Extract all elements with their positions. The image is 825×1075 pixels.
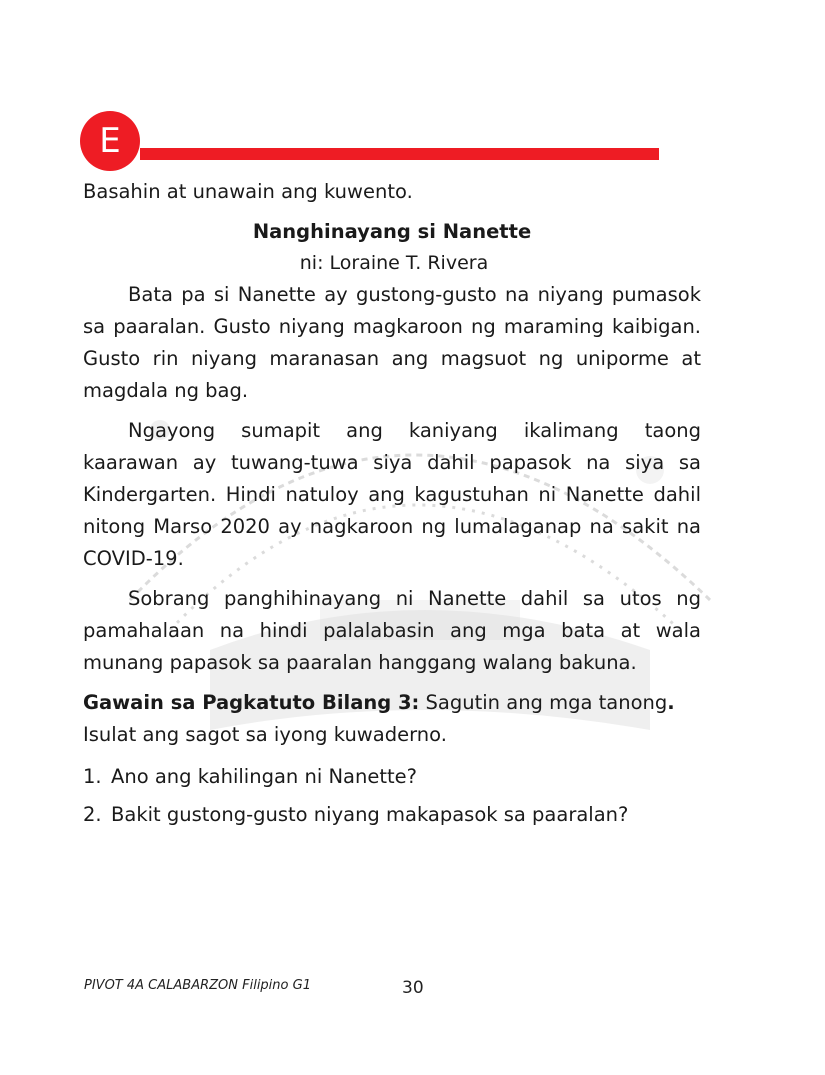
story-author: ni: Loraine T. Rivera — [299, 252, 489, 274]
activity-second-line: Isulat ang sagot sa iyong kuwaderno. — [83, 723, 447, 746]
question-text: Ano ang kahilingan ni Nanette? — [111, 765, 417, 788]
story-paragraph: Sobrang panghihinayang ni Nanette dahil sa utos ng pamahalaan na hindi palalabasin ang mga bata at wala munang papasok sa paaralan hanggang walang bakuna. — [83, 587, 701, 674]
reading-instruction: Basahin at unawain ang kuwento. — [83, 180, 413, 203]
question-list — [83, 761, 701, 831]
section-letter-badge: E — [80, 111, 140, 171]
activity-instruction — [83, 687, 701, 751]
activity-text: Sagutin ang mga tanong — [419, 691, 668, 714]
question-text: Bakit gustong-gusto niyang makapasok sa paaralan? — [111, 803, 629, 826]
question-item — [83, 761, 701, 793]
story-paragraph: Bata pa si Nanette ay gustong-gusto na niyang pumasok sa paaralan. Gusto niyang magkaroon ng maraming kaibigan. Gusto rin niyang maranasan ang magsuot ng uniporme at magdala ng bag. — [83, 283, 701, 402]
story-title: Nanghinayang si Nanette — [252, 220, 532, 243]
footer-module-label: PIVOT 4A CALABARZON Filipino G1 — [84, 978, 311, 993]
story-paragraph: Ngayong sumapit ang kaniyang ikalimang taong kaarawan ay tuwang-tuwa siya dahil papasok na siya sa Kindergarten. Hindi natuloy ang kagustuhan ni Nanette dahil nitong Marso 2020 ay nagkaroon ng lumalaganap na sakit na COVID-19. — [83, 419, 701, 570]
activity-period: . — [667, 691, 675, 714]
activity-label: Gawain sa Pagkatuto Bilang 3: — [83, 691, 420, 714]
question-number: 2. — [83, 803, 102, 826]
question-item — [83, 799, 701, 831]
question-number: 1. — [83, 765, 102, 788]
section-header-rule — [140, 148, 659, 160]
page-content — [83, 175, 701, 837]
page-number: 30 — [402, 978, 424, 998]
